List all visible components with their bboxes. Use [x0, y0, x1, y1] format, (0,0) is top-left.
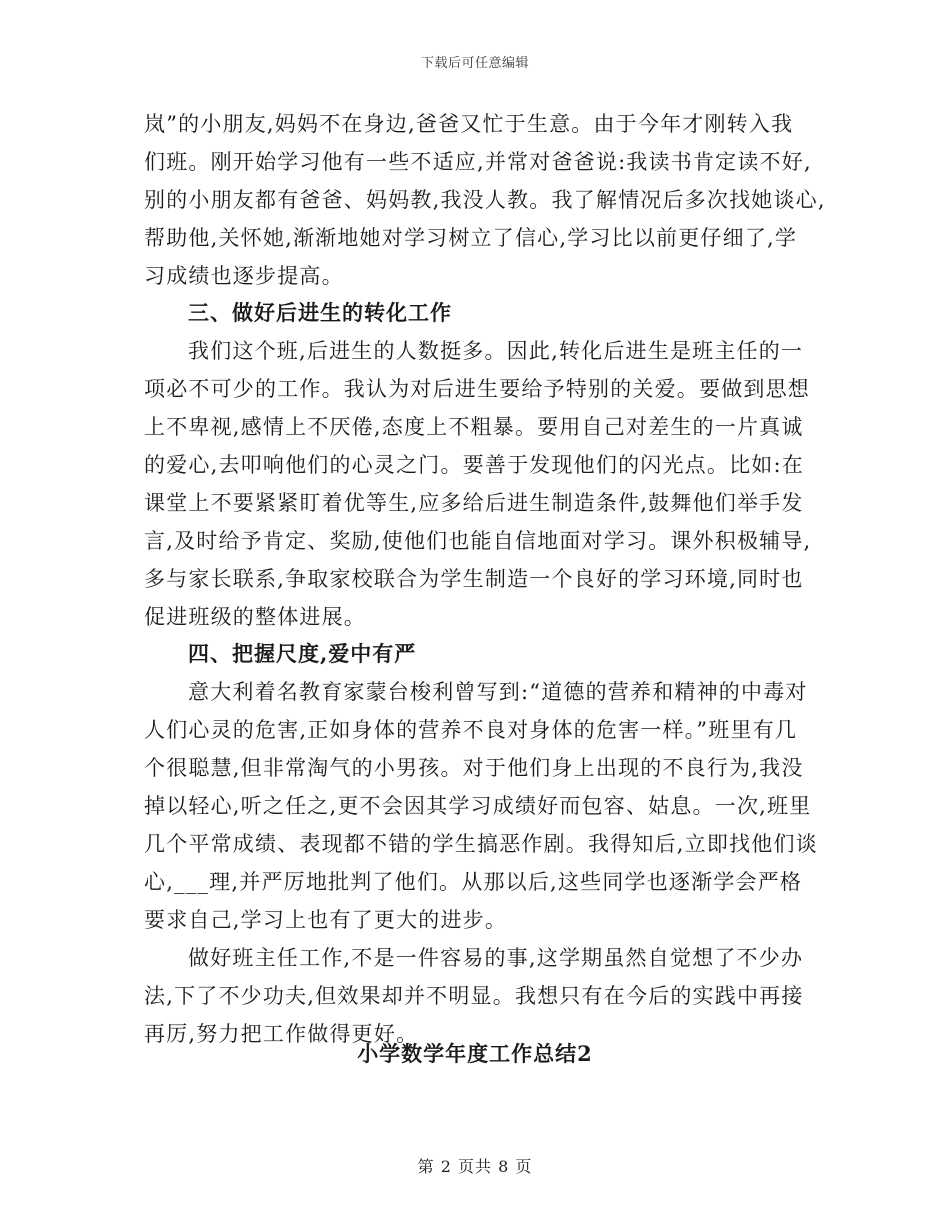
body-line: 做好班主任工作,不是一件容易的事,这学期虽然自觉想了不少办 [188, 946, 804, 970]
body-line: 项必不可少的工作。我认为对后进生要给予特别的关爱。要做到思想 [144, 377, 810, 401]
body-line: 要求自己,学习上也有了更大的进步。 [144, 908, 508, 932]
body-line: 课堂上不要紧紧盯着优等生,应多给后进生制造条件,鼓舞他们举手发 [144, 491, 804, 515]
section-heading: 四、把握尺度,爱中有严 [188, 641, 417, 666]
body-line: 几个平常成绩、表现都不错的学生搞恶作剧。我得知后,立即找他们谈 [144, 832, 818, 856]
body-line: 习成绩也逐步提高。 [144, 264, 344, 288]
body-line: 再厉,努力把工作做得更好。 [144, 1022, 419, 1046]
body-line: 岚”的小朋友,妈妈不在身边,爸爸又忙于生意。由于今年才刚转入我 [144, 112, 794, 136]
section-title: 小学数学年度工作总结2 [357, 1041, 593, 1066]
body-line: 法,下了不少功夫,但效果却并不明显。我想只有在今后的实践中再接 [144, 984, 804, 1008]
page-number: 第 2 页共 8 页 [417, 1157, 533, 1176]
body-line: 心,___理,并严厉地批判了他们。从那以后,这些同学也逐渐学会严格 [144, 870, 803, 894]
body-line: 们班。刚开始学习他有一些不适应,并常对爸爸说:我读书肯定读不好, [144, 150, 812, 174]
body-line: 个很聪慧,但非常淘气的小男孩。对于他们身上出现的不良行为,我没 [144, 756, 804, 780]
body-line: 上不卑视,感情上不厌倦,态度上不粗暴。要用自己对差生的一片真诚 [144, 415, 804, 439]
body-line: 掉以轻心,听之任之,更不会因其学习成绩好而包容、姑息。一次,班里 [144, 794, 812, 818]
body-line: 多与家长联系,争取家校联合为学生制造一个良好的学习环境,同时也 [144, 567, 804, 591]
body-line: 的爱心,去叩响他们的心灵之门。要善于发现他们的闪光点。比如:在 [144, 453, 804, 477]
download-note: 下载后可任意编辑 [420, 56, 529, 71]
section-heading: 三、做好后进生的转化工作 [188, 300, 452, 325]
body-line: 促进班级的整体进展。 [144, 605, 366, 629]
body-line: 言,及时给予肯定、奖励,使他们也能自信地面对学习。课外积极辅导, [144, 529, 812, 553]
body-line: 我们这个班,后进生的人数挺多。因此,转化后进生是班主任的一 [188, 339, 804, 363]
body-line: 别的小朋友都有爸爸、妈妈教,我没人教。我了解情况后多次找她谈心, [144, 188, 826, 212]
body-line: 帮助他,关怀她,渐渐地她对学习树立了信心,学习比以前更仔细了,学 [144, 226, 798, 250]
body-line: 人们心灵的危害,正如身体的营养不良对身体的危害一样。”班里有几 [144, 718, 798, 742]
body-line: 意大利着名教育家蒙台梭利曾写到:“道德的营养和精神的中毒对 [188, 680, 808, 704]
